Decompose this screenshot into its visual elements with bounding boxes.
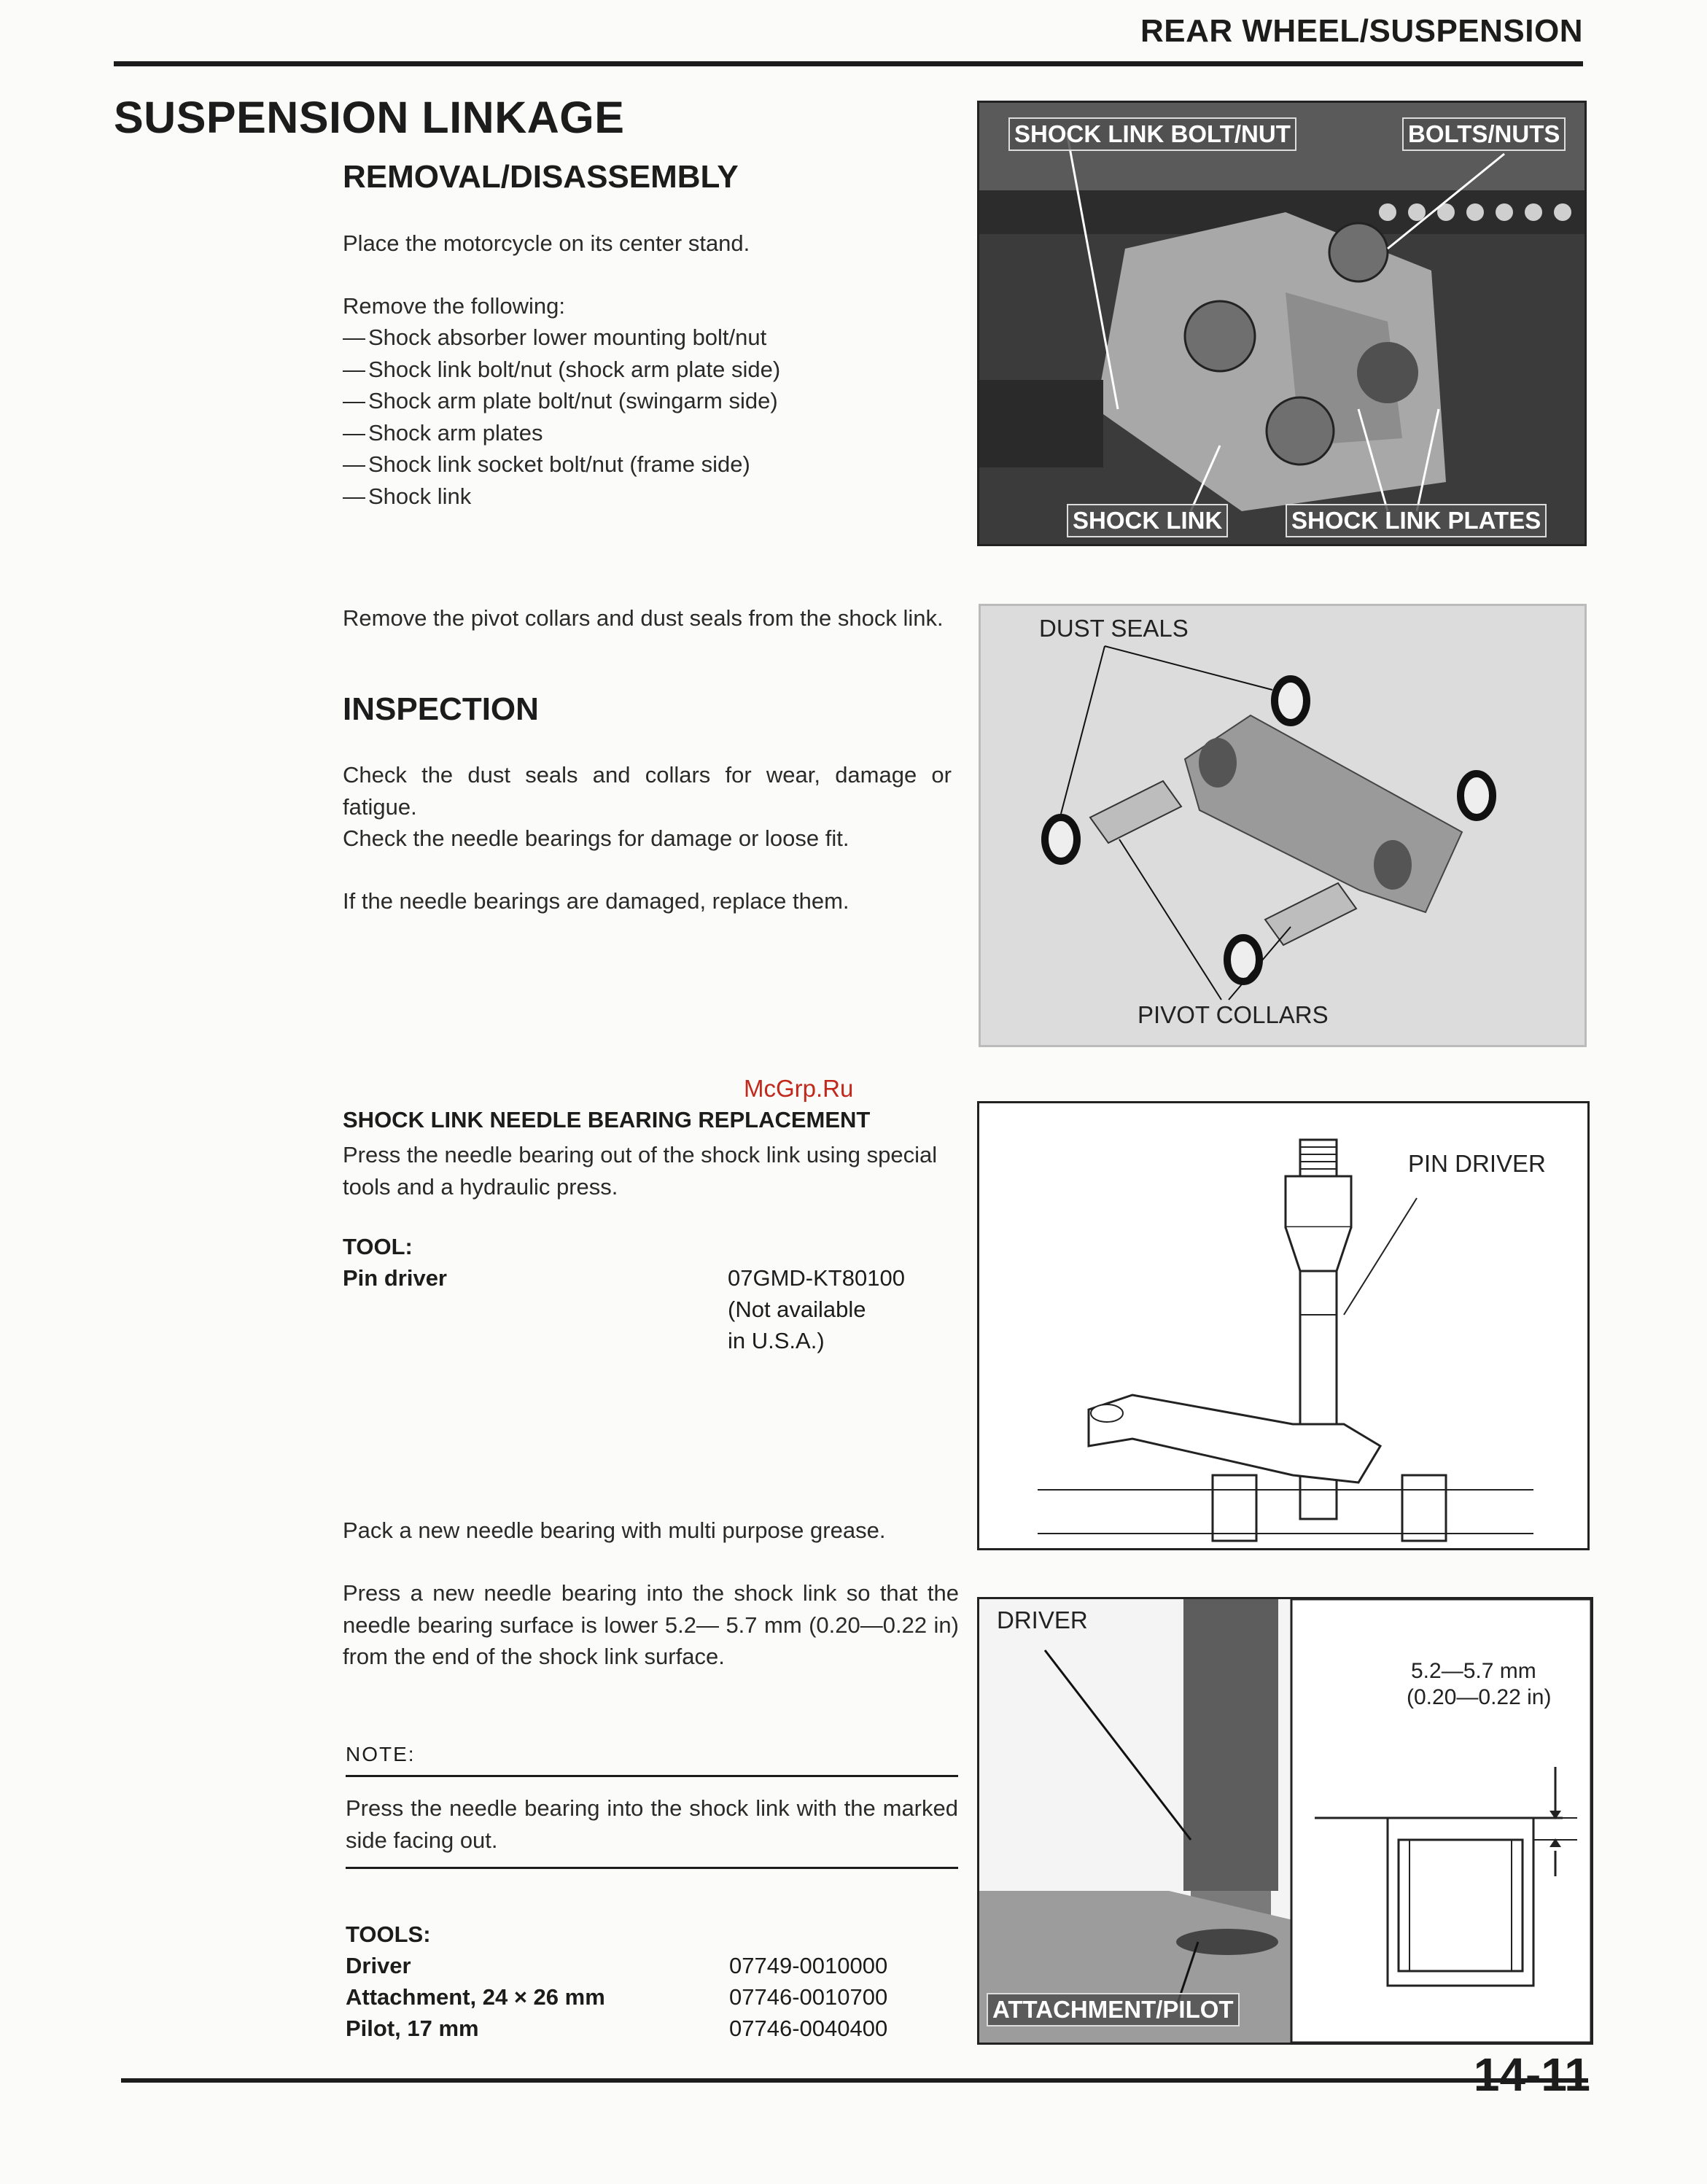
pack-text: Pack a new needle bearing with multi purpose grease. (343, 1517, 886, 1543)
label-driver: DRIVER (997, 1606, 1088, 1633)
label-bolts-nuts: BOLTS/NUTS (1402, 117, 1566, 151)
figure-dust-seals (979, 604, 1587, 1047)
inspection-p3: If the needle bearings are damaged, replace them. (343, 888, 849, 914)
tool-row-name: Pilot, 17 mm (346, 2016, 479, 2041)
page-number: 14-11 (1473, 2048, 1590, 2101)
removal-intro: Place the motorcycle on its center stand. (343, 230, 750, 256)
label-shock-link: SHOCK LINK (1067, 504, 1228, 537)
figure-pin-driver (977, 1101, 1590, 1550)
dust-seals-illustration (981, 606, 1584, 1045)
tool-row-number: 07746-0010700 (729, 1984, 888, 2010)
linkage-photo-illustration (979, 103, 1584, 544)
list-item: — Shock link bolt/nut (shock arm plate side) (343, 354, 955, 386)
replacement-heading: SHOCK LINK NEEDLE BEARING REPLACEMENT (343, 1107, 871, 1132)
list-item: — Shock arm plates (343, 417, 955, 449)
inspection-p2: Check the needle bearings for damage or loose fit. (343, 825, 849, 851)
tool-note-line2: in U.S.A.) (728, 1328, 825, 1353)
removal-heading: REMOVAL/DISASSEMBLY (343, 159, 739, 195)
tool-row-name: Attachment, 24 × 26 mm (346, 1984, 605, 2010)
press-text: Press a new needle bearing into the shock link so that the needle bearing surface is lower 5.2— 5.7 mm (0.20—0.22 in) from the end of the shock link surface. (343, 1580, 959, 1669)
inspection-heading: INSPECTION (343, 691, 539, 727)
label-dimension-mm: 5.2—5.7 mm (1411, 1659, 1536, 1683)
note-label: NOTE: (346, 1743, 416, 1765)
tool-heading: TOOL: (343, 1234, 413, 1259)
removal-lead: Remove the following: (343, 293, 565, 319)
label-dimension-in: (0.20—0.22 in) (1407, 1685, 1552, 1709)
note-rule-top (346, 1775, 958, 1777)
tool-note-line1: (Not available (728, 1297, 866, 1322)
list-item: — Shock absorber lower mounting bolt/nut (343, 322, 955, 354)
footer-rule (121, 2078, 1588, 2083)
watermark: McGrp.Ru (744, 1075, 854, 1102)
running-header: REAR WHEEL/SUSPENSION (1140, 13, 1583, 49)
list-item: — Shock link (343, 481, 955, 513)
note-rule-bottom (346, 1867, 958, 1869)
label-shock-link-bolt-nut: SHOCK LINK BOLT/NUT (1008, 117, 1296, 151)
figure-linkage-photo (977, 101, 1587, 546)
label-attachment-pilot: ATTACHMENT/PILOT (987, 1993, 1240, 2026)
replacement-text: Press the needle bearing out of the shock link using special tools and a hydraulic press. (343, 1142, 938, 1200)
tool-name: Pin driver (343, 1265, 447, 1291)
list-item: — Shock arm plate bolt/nut (swingarm side) (343, 385, 955, 417)
header-rule (114, 61, 1583, 66)
page-title: SUSPENSION LINKAGE (114, 93, 625, 142)
label-pivot-collars: PIVOT COLLARS (1138, 1001, 1329, 1028)
figure-driver (977, 1597, 1593, 2045)
list-item: — Shock link socket bolt/nut (frame side) (343, 448, 955, 481)
tools-heading: TOOLS: (346, 1921, 431, 1947)
label-shock-link-plates: SHOCK LINK PLATES (1286, 504, 1547, 537)
removal-list (343, 322, 955, 512)
tool-number: 07GMD-KT80100 (728, 1265, 905, 1291)
label-dust-seals: DUST SEALS (1039, 615, 1189, 642)
tool-row-number: 07749-0010000 (729, 1953, 888, 1978)
note-text: Press the needle bearing into the shock link with the marked side facing out. (346, 1795, 958, 1853)
label-pin-driver: PIN DRIVER (1408, 1150, 1546, 1177)
tool-row-name: Driver (346, 1953, 411, 1978)
pivot-removal-text: Remove the pivot collars and dust seals from the shock link. (343, 605, 944, 631)
tool-row-number: 07746-0040400 (729, 2016, 888, 2041)
inspection-p1: Check the dust seals and collars for wear, damage or fatigue. (343, 762, 952, 820)
